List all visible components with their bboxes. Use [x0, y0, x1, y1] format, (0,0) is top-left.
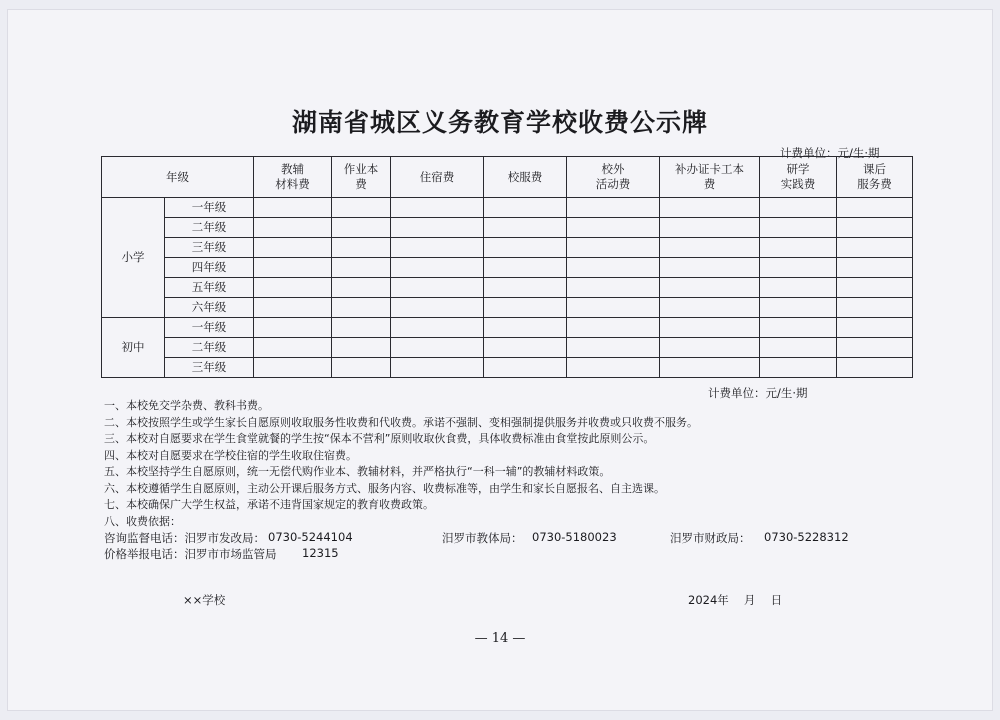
grade-label: 二年级	[165, 338, 254, 358]
note-item: 六、本校遵循学生自愿原则，主动公开课后服务方式、服务内容、收费标准等，由学生和家长自愿报名、自主选课。	[104, 481, 665, 495]
junior-school-label: 初中	[102, 318, 165, 378]
grade-label: 四年级	[165, 258, 254, 278]
page-title: 湖南省城区义务教育学校收费公示牌	[291, 108, 708, 137]
note-item: 八、收费依据：	[104, 514, 181, 528]
school-name: ××学校	[183, 593, 226, 607]
header-uniform: 校服费	[484, 157, 567, 198]
note-item: 七、本校确保广大学生权益，承诺不违背国家规定的教育收费政策。	[104, 498, 434, 511]
grade-label: 一年级	[165, 318, 254, 338]
primary-school-label: 小学	[102, 198, 165, 318]
table-row	[102, 258, 913, 278]
header-tutoring-materials: 教辅 材料费	[254, 157, 332, 198]
header-study-practice: 研学 实践费	[760, 157, 837, 198]
fee-table	[101, 156, 913, 378]
grade-label: 三年级	[165, 238, 254, 258]
table-row	[102, 198, 913, 218]
table-row	[102, 318, 913, 338]
grade-label: 三年级	[165, 358, 254, 378]
table-row	[102, 338, 913, 358]
report-label: 价格举报电话：汨罗市市场监管局	[104, 547, 277, 561]
notes-list	[104, 398, 904, 530]
header-exercise-books: 作业本 费	[332, 157, 391, 198]
header-accommodation: 住宿费	[391, 157, 484, 198]
unit-note-top: 计费单位：元/生·期	[780, 146, 880, 160]
table-row	[102, 238, 913, 258]
consult-label: 咨询监督电话：汨罗市发改局：	[104, 531, 265, 545]
finance-label: 汨罗市财政局：	[670, 531, 751, 545]
table-row	[102, 298, 913, 318]
header-card-replacement: 补办证卡工本 费	[660, 157, 760, 198]
grade-label: 五年级	[165, 278, 254, 298]
page-number: — 14 —	[474, 631, 526, 646]
report-phone: 12315	[302, 546, 339, 560]
unit-note-bottom: 计费单位：元/生·期	[708, 386, 808, 400]
table-header-row	[102, 157, 913, 198]
header-outside-activity: 校外 活动费	[567, 157, 660, 198]
edu-phone: 0730-5180023	[532, 530, 617, 544]
note-item: 一、本校免交学杂费、教科书费。	[104, 399, 269, 412]
consult-phone: 0730-5244104	[268, 530, 353, 544]
grade-label: 六年级	[165, 298, 254, 318]
header-grade: 年级	[102, 157, 254, 198]
note-item: 四、本校对自愿要求在学校住宿的学生收取住宿费。	[104, 448, 357, 462]
finance-phone: 0730-5228312	[764, 530, 849, 544]
note-item: 二、本校按照学生或学生家长自愿原则收取服务性收费和代收费。承诺不强制、变相强制提供服务并收费或只收费不服务。	[104, 415, 698, 429]
table-row	[102, 218, 913, 238]
table-row	[102, 278, 913, 298]
note-item: 五、本校坚持学生自愿原则，统一无偿代购作业本、教辅材料，并严格执行“一科一辅”的教辅材料政策。	[104, 465, 611, 478]
edu-label: 汨罗市教体局：	[442, 531, 523, 545]
grade-label: 一年级	[165, 198, 254, 218]
table-row	[102, 358, 913, 378]
note-item: 三、本校对自愿要求在学生食堂就餐的学生按“保本不营利”原则收取伙食费，具体收费标准由食堂按此原则公示。	[104, 432, 655, 445]
grade-label: 二年级	[165, 218, 254, 238]
footer-date: 2024年 月 日	[688, 593, 783, 607]
header-after-school: 课后 服务费	[837, 157, 913, 198]
